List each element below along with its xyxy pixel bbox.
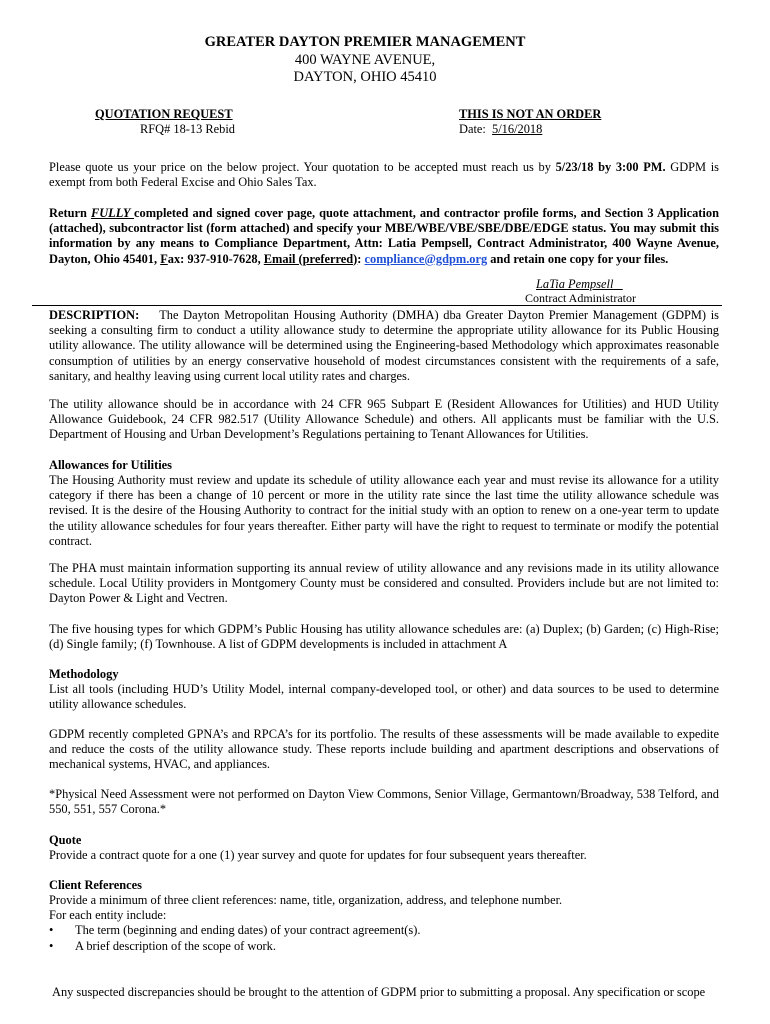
bullet-icon: • — [49, 939, 54, 953]
quote-heading: Quote — [49, 833, 82, 847]
allowances-paragraph-3: The five housing types for which GDPM’s Public Housing has utility allowance schedules are: (a) Duplex; (b) Garden; (c) High-Rise; (d) Single family; (f) Townhouse. A list of GDPM developments is included in attachment A — [49, 622, 719, 652]
email-link[interactable]: compliance@gdpm.org — [364, 251, 488, 266]
return-instructions: Return FULLY completed and signed cover page, quote attachment, and contractor profile forms, and Section 3 Application (attached), subcontractor list (form attached) and specify your MBE/WBE/VBE/SBE/DBE/EDGE status. You may submit this information by any means to Compliance Department, Attn: Latia Pempsell, Contract Administrator, 400 Wayne Avenue, Dayton, Ohio 45401, Fax: 937-910-7628, Email (preferred): compliance@gdpm.org and retain one copy for your files. — [49, 206, 719, 266]
methodology-paragraph-3: *Physical Need Assessment were not performed on Dayton View Commons, Senior Village, Germantown/Broadway, 538 Telford, and 550, 551, 557 Corona.* — [49, 787, 719, 817]
references-heading: Client References — [49, 878, 143, 892]
divider — [32, 305, 722, 306]
bullet-icon: • — [49, 923, 54, 937]
rfq-number: RFQ# 18-13 Rebid — [140, 122, 235, 136]
description-paragraph: DESCRIPTION: The Dayton Metropolitan Housing Authority (DMHA) dba Greater Dayton Premier Management (GDPM) is seeking a consulting firm to conduct a utility allowance study to determine the appropriate utility allowance for its Public Housing utility allowance. The utility allowance will be determined using the Engineering-based Methodology which approximates reasonable consumption of utilities by an energy conservative household of modest circumstances consistent with the requirements of a safe, sanitary, and healthy leaving using current local utility rates and charges. — [49, 308, 719, 383]
list-item: • The term (beginning and ending dates) of your contract agreement(s). — [49, 923, 421, 937]
org-name: GREATER DAYTON PREMIER MANAGEMENT — [204, 34, 526, 50]
footer-text: Any suspected discrepancies should be brought to the attention of GDPM prior to submitting a proposal. Any specification or scope — [52, 985, 706, 999]
methodology-paragraph-2: GDPM recently completed GPNA’s and RPCA’s for its portfolio. The results of these assessments will be made available to expedite and reduce the costs of the utility allowance study. These reports include building and apartment descriptions and observations of mechanical systems, HVAC, and appliances. — [49, 727, 719, 772]
methodology-heading: Methodology — [49, 667, 119, 681]
address-line-1: 400 WAYNE AVENUE, — [294, 52, 436, 68]
date-line: Date: 5/16/2018 — [459, 122, 543, 136]
address-line-2: DAYTON, OHIO 45410 — [293, 69, 437, 85]
allowances-paragraph-2: The PHA must maintain information supporting its annual review of utility allowance and any revisions made in its utility allowance schedule. Local Utility providers in Montgomery County must be considered and consulted. Providers include but are not limited to: Dayton Power & Light and Vectren. — [49, 561, 719, 606]
quote-text: Provide a contract quote for a one (1) year survey and quote for updates for four subsequent years thereafter. — [49, 848, 587, 862]
list-item: • A brief description of the scope of work. — [49, 939, 276, 953]
allowances-paragraph-1: The Housing Authority must review and update its schedule of utility allowance each year and must revise its allowance for a utility category if there has been a change of 10 percent or more in the utility rate since the last time the utility allowance schedule was revised. It is the desire of the Housing Authority to contract for the initial study with an option to renew on a one-year term to update the utility allowance schedules for four years thereafter. Either party will have the right to request to terminate or modify the potential contract. — [49, 473, 719, 548]
not-an-order-title: THIS IS NOT AN ORDER — [459, 107, 602, 121]
allowances-heading: Allowances for Utilities — [49, 458, 172, 472]
intro-paragraph: Please quote us your price on the below project. Your quotation to be accepted must reach us by 5/23/18 by 3:00 PM. GDPM is exempt from both Federal Excise and Ohio Sales Tax. — [49, 160, 719, 190]
methodology-paragraph-1: List all tools (including HUD’s Utility Model, internal company-developed tool, or other) and data sources to be used to determine utility allowance schedules. — [49, 682, 719, 712]
references-line-1: Provide a minimum of three client references: name, title, organization, address, and telephone number. — [49, 893, 563, 907]
description-paragraph-2: The utility allowance should be in accordance with 24 CFR 965 Subpart E (Resident Allowances for Utilities) and HUD Utility Allowance Guidebook, 24 CFR 982.517 (Utility Allowance Schedule) and others. All applicants must be familiar with the U.S. Department of Housing and Urban Development’s Regulations pertaining to Tenant Allowances for Utilities. — [49, 397, 719, 442]
quotation-request-title: QUOTATION REQUEST — [95, 107, 233, 121]
signature-name: LaTia Pempsell — [536, 277, 614, 291]
signature-title: Contract Administrator — [525, 291, 636, 305]
references-line-2: For each entity include: — [49, 908, 167, 922]
